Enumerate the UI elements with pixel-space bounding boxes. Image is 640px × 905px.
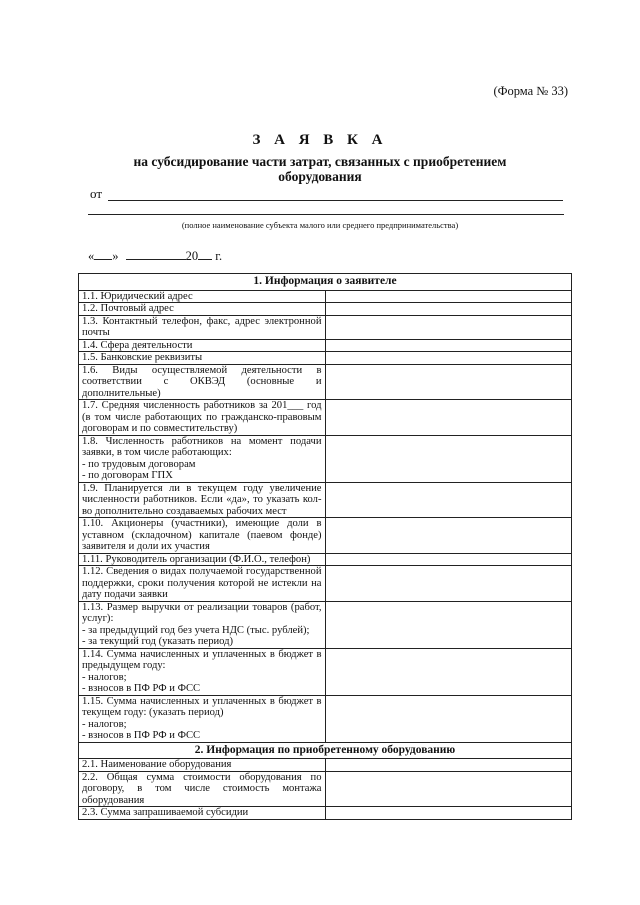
row-label-line: 1.14. Сумма начисленных и уплаченных в бюджет в предыдущем году: <box>82 648 322 671</box>
row-label-line: - за текущий год (указать период) <box>82 636 234 647</box>
row-label-line: 1.10. Акционеры (участники), имеющие доли в уставном (складочном) капитале (паевом фонде) заявителя и доли их участия <box>82 518 322 552</box>
row-label-line: 1.5. Банковские реквизиты <box>82 352 203 363</box>
date-field[interactable] <box>88 248 222 264</box>
table-row <box>79 759 572 772</box>
row-label <box>79 435 326 482</box>
row-label <box>79 339 326 352</box>
row-value-cell[interactable] <box>325 518 572 554</box>
table-row <box>79 352 572 365</box>
row-label-line: 2.1. Наименование оборудования <box>82 759 232 770</box>
section-header-row <box>79 742 572 759</box>
table-row <box>79 695 572 742</box>
document-title: З А Я В К А <box>252 132 388 148</box>
row-label-line: - по трудовым договорам <box>82 458 196 470</box>
section-header-row <box>79 274 572 291</box>
table-row <box>79 601 572 648</box>
section-title: 1. Информация о заявителе <box>79 274 572 291</box>
row-label <box>79 601 326 648</box>
row-label-line: 1.6. Виды осуществляемой деятельности в соответствии с ОКВЭД (основные и дополнительные) <box>82 364 322 399</box>
row-label <box>79 695 326 742</box>
table-row <box>79 648 572 695</box>
section-title: 2. Информация по приобретенному оборудованию <box>79 742 572 759</box>
table-row <box>79 339 572 352</box>
row-label-line: - налогов; <box>82 671 127 683</box>
row-label <box>79 315 326 339</box>
row-value-cell[interactable] <box>325 303 572 316</box>
table-row <box>79 553 572 566</box>
row-label-line: - по договорам ГПХ <box>82 470 173 481</box>
row-value-cell[interactable] <box>325 352 572 365</box>
row-value-cell[interactable] <box>325 364 572 400</box>
form-number: (Форма № 33) <box>493 84 568 98</box>
row-value-cell[interactable] <box>325 648 572 695</box>
row-label <box>79 807 326 820</box>
row-label <box>79 352 326 365</box>
table-row <box>79 435 572 482</box>
applicant-name-caption: (полное наименование субъекта малого или среднего предпринимательства) <box>181 220 459 230</box>
row-value-cell[interactable] <box>325 400 572 436</box>
row-label <box>79 553 326 566</box>
row-label <box>79 771 326 807</box>
row-label-line: 2.2. Общая сумма стоимости оборудования по договору, в том числе стоимость монтажа оборудования <box>82 771 322 806</box>
row-label-line: - взносов в ПФ РФ и ФСС <box>82 683 201 694</box>
row-value-cell[interactable] <box>325 759 572 772</box>
row-label <box>79 518 326 554</box>
table-row <box>79 315 572 339</box>
row-label <box>79 566 326 602</box>
row-value-cell[interactable] <box>325 566 572 602</box>
row-value-cell[interactable] <box>325 339 572 352</box>
row-value-cell[interactable] <box>325 435 572 482</box>
row-value-cell[interactable] <box>325 290 572 303</box>
application-table <box>78 273 572 820</box>
applicant-name-field[interactable] <box>108 200 563 201</box>
row-label <box>79 303 326 316</box>
table-row <box>79 290 572 303</box>
month-blank[interactable] <box>126 248 186 260</box>
table-row <box>79 807 572 820</box>
row-label-line: 1.11. Руководитель организации (Ф.И.О., телефон) <box>82 553 311 565</box>
row-value-cell[interactable] <box>325 695 572 742</box>
date-close-quote: » <box>112 249 119 263</box>
row-label-line: 1.8. Численность работников на момент подачи заявки, в том числе работающих: <box>82 435 322 458</box>
row-label-line: 1.1. Юридический адрес <box>82 290 193 302</box>
applicant-name-field-line-2[interactable] <box>88 214 564 215</box>
row-value-cell[interactable] <box>325 553 572 566</box>
row-label-line: 1.13. Размер выручки от реализации товаров (работ, услуг): <box>82 601 322 624</box>
row-label <box>79 482 326 518</box>
row-label-line: 1.4. Сфера деятельности <box>82 339 193 351</box>
row-label <box>79 400 326 436</box>
date-open-quote: « <box>88 249 95 263</box>
table-row <box>79 566 572 602</box>
table-row <box>79 771 572 807</box>
row-label-line: - взносов в ПФ РФ и ФСС <box>82 730 201 741</box>
row-label <box>79 290 326 303</box>
year-prefix: 20 <box>185 249 199 263</box>
row-label-line: 1.7. Средняя численность работников за 201___ год (в том числе работающих по гражданско-правовым договорам и по совместительству) <box>82 400 322 434</box>
row-label <box>79 759 326 772</box>
table-row <box>79 482 572 518</box>
row-label <box>79 648 326 695</box>
row-label-line: - налогов; <box>82 718 127 730</box>
table-row <box>79 518 572 554</box>
row-value-cell[interactable] <box>325 807 572 820</box>
row-label-line: 1.15. Сумма начисленных и уплаченных в бюджет в текущем году: (указать период) <box>82 695 322 718</box>
document-subtitle <box>0 154 640 184</box>
from-label: от <box>90 186 103 201</box>
day-blank[interactable] <box>94 248 112 260</box>
row-label-line: - за предыдущий год без учета НДС (тыс. рублей); <box>82 624 310 636</box>
subtitle-line-2: оборудования <box>278 169 362 184</box>
year-suffix: г. <box>215 249 223 263</box>
row-label-line: 1.9. Планируется ли в текущем году увеличение численности работников. Если «да», то указать кол-во дополнительно создаваемых рабочих мест <box>82 482 322 517</box>
table-row <box>79 400 572 436</box>
row-label-line: 1.2. Почтовый адрес <box>82 303 174 314</box>
table-row <box>79 364 572 400</box>
row-label-line: 1.3. Контактный телефон, факс, адрес электронной почты <box>82 315 322 338</box>
year-blank[interactable] <box>198 248 212 260</box>
row-label <box>79 364 326 400</box>
row-label-line: 2.3. Сумма запрашиваемой субсидии <box>82 807 249 818</box>
row-value-cell[interactable] <box>325 601 572 648</box>
row-value-cell[interactable] <box>325 315 572 339</box>
subtitle-line-1: на субсидирование части затрат, связанных с приобретением <box>133 154 507 169</box>
row-value-cell[interactable] <box>325 482 572 518</box>
table-row <box>79 303 572 316</box>
row-value-cell[interactable] <box>325 771 572 807</box>
row-label-line: 1.12. Сведения о видах получаемой государственной поддержки, сроки получения которой не истекли на дату подачи заявки <box>82 566 322 600</box>
